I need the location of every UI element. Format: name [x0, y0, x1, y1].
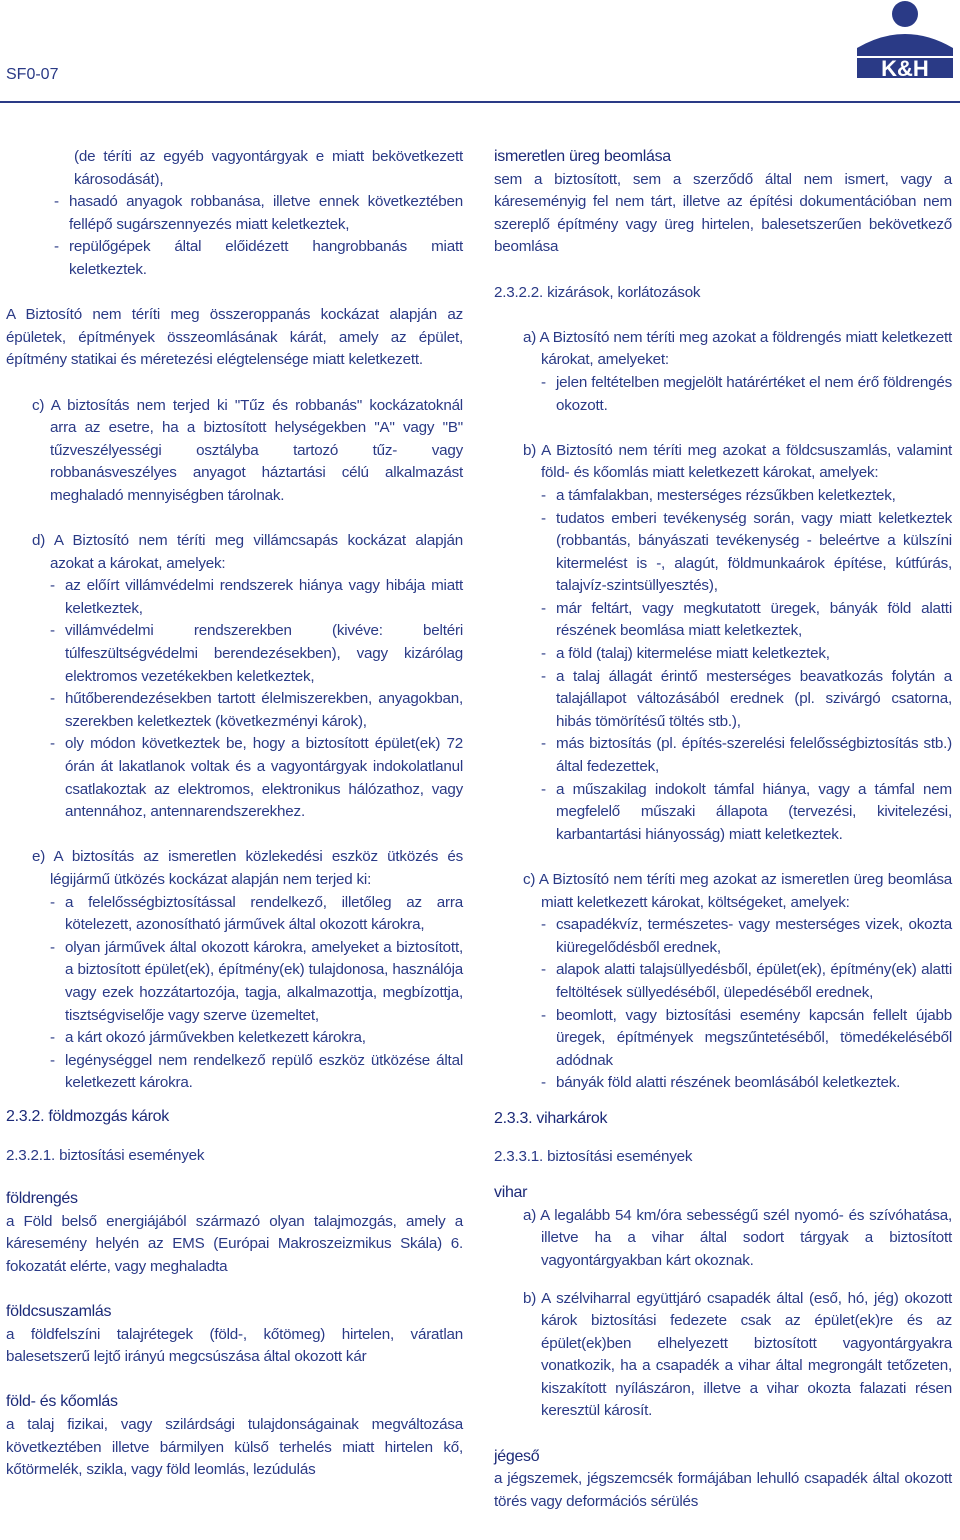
list-item: - az előírt villámvédelmi rendszerek hiánya vagy hibája miatt keletkeztek,: [50, 575, 463, 620]
term-heading: ismeretlen üreg beomlása: [494, 148, 671, 165]
header-rule: [0, 101, 960, 103]
section-heading: 2.3.3. viharkárok: [494, 1109, 608, 1127]
term-heading: jégeső: [494, 1447, 540, 1465]
svg-text:K&H: K&H: [881, 56, 929, 80]
list-item: - beomlott, vagy biztosítási esemény kapcsán fellelt újabb üregek, építmények megszűntetéséből, tömedékeléséből adódnak: [541, 1005, 952, 1073]
list-item: - már feltárt, vagy megkutatott üregek, bányák föld alatti részének beomlása miatt keletkeztek,: [541, 598, 952, 643]
term-definition: a talaj fizikai, vagy szilárdsági tulajdonságainak megváltozása következtében illetve bármilyen külső terhelés miatt hirtelen kő, kőtörmelék, szikla, vagy föld leomlás, lezúdulás: [6, 1416, 463, 1479]
section-heading: 2.3.2. földmozgás károk: [6, 1107, 169, 1125]
term-heading: föld- és kőomlás: [6, 1393, 118, 1411]
list-item: - jelen feltételben megjelölt határértéket el nem érő földrengés okozott.: [541, 372, 952, 417]
term-definition: a jégszemek, jégszemcsék formájában lehulló csapadék által okozott törés vagy deformációs sérülés: [494, 1470, 952, 1510]
document-code: SF0-07: [6, 66, 59, 83]
list-item: - a föld (talaj) kitermelése miatt keletkeztek,: [541, 643, 952, 666]
kh-logo-icon: [855, 0, 955, 80]
list-item: - a felelősségbiztosítással rendelkező, illetőleg az arra kötelezett, azonosítható járművek által okozott károkra,: [50, 892, 463, 937]
list-item: - alapok alatti talajsüllyedésből, épület(ek), építmény(ek) alatti feltöltések süllyedéséből, ülepedéséből erednek,: [541, 959, 952, 1004]
paragraph-b: b) A Biztosító nem téríti meg azokat a földcsuszamlás, valamint föld- és kőomlás miatt keletkezett károkat, amelyek:: [523, 441, 952, 482]
list-item: - olyan járművek által okozott károkra, amelyeket a biztosított, a biztosított épület(ek), építmény(ek) tulajdonosa, használója vagy ezek hozzátartozója, tagja, alkalmazottja, megbízottja, tisztségviselője vagy szerve üzemeltet,: [50, 937, 463, 1027]
list-item: - bányák föld alatti részének beomlásából keletkeztek.: [541, 1072, 952, 1095]
list-item: - oly módon következtek be, hogy a biztosított épület(ek) 72 órán át lakatlanok voltak és a vagyontárgyak indokolatlanul csatlakoztak az elektromos, elektronikus hálózathoz, vagy antennához, antennarendszerekhez.: [50, 733, 463, 823]
list-item: - hűtőberendezésekben tartott élelmiszerekben, anyagokban, szerekben keletkeztek (következményi károk),: [50, 688, 463, 733]
list-item: - más biztosítás (pl. építés-szerelési felelősségbiztosítás stb.) által fedezettek,: [541, 733, 952, 778]
list-item: - a talaj állagát érintő mesterséges beavatkozás folytán a talajállapot változásából erednek (pl. szivárgó csatorna, hibás tömörítésű töltés stb.),: [541, 666, 952, 734]
list-item: - legénységgel nem rendelkező repülő eszköz ütközése által keletkezett károkra.: [50, 1050, 463, 1095]
paragraph-c: c) A biztosítás nem terjed ki "Tűz és robbanás" kockázatoknál arra az esetre, ha a biztosított helységekben "A" vagy "B" tűzveszélyességi osztályba tartozó tűz- vagy robbanásveszélyes anyagot háztartási célú alkalmazást meghaladó mennyiségben tárolnak.: [32, 396, 463, 504]
paragraph: A Biztosító nem téríti meg összeroppanás kockázat alapján az épületek, építmények összeomlásának kárát, amely az épület, építmény statikai és méretezési elégtelensége miatt keletkezett.: [6, 306, 463, 369]
term-heading: földcsuszamlás: [6, 1303, 112, 1321]
list-item: - tudatos emberi tevékenység során, vagy miatt keletkeztek (robbantás, bányászati tevékenység - beleértve a külszíni kitermelést is -, alagút, földmunkaárok építése, kútfúrás, talajvíz-szintsüllyesztés),: [541, 508, 952, 598]
list-item: - hasadó anyagok robbanása, illetve ennek következtében fellépő sugárszennyezés miatt keletkeztek,: [54, 191, 463, 236]
paragraph-d: d) A Biztosító nem téríti meg villámcsapás kockázat alapján azokat a károkat, amelyek:: [32, 532, 463, 572]
subsection-heading: 2.3.2.1. biztosítási események: [6, 1146, 205, 1164]
paragraph-a: a) A Biztosító nem téríti meg azokat a földrengés miatt keletkezett károkat, amelyeket:: [523, 328, 952, 369]
paragraph-vihar-a: a) A legalább 54 km/óra sebességű szél nyomó- és szívóhatása, illetve ha a vihar által sodort tárgyak a biztosított vagyontárgyakban kárt okoznak.: [523, 1206, 952, 1269]
list-item: - villámvédelmi rendszerekben (kivéve: beltéri túlfeszültségvédelmi berendezésekben), vagy kizárólag elektromos vezetékekben keletkeztek,: [50, 620, 463, 688]
term-definition: a földfelszíni talajrétegek (föld-, kőtömeg) hirtelen, váratlan balesetszerű lejtő irányú megcsúszása által okozott kár: [6, 1325, 463, 1366]
list-item: - a támfalakban, mesterséges rézsűkben keletkeztek,: [541, 485, 952, 508]
subsection-heading: 2.3.3.1. biztosítási események: [494, 1147, 693, 1165]
paragraph-e: e) A biztosítás az ismeretlen közlekedési eszköz ütközés és légijármű ütközés kockázat alapján nem terjed ki:: [32, 848, 463, 888]
term-heading: vihar: [494, 1184, 528, 1202]
right-column: [494, 146, 952, 1513]
term-definition: a Föld belső energiájából származó olyan talajmozgás, amely a káresemény helyén az EMS (Európai Makroszeizmikus Skála) 6. fokozatát elérte, vagy meghaladta: [6, 1212, 463, 1275]
subsection-heading: 2.3.2.2. kizárások, korlátozások: [494, 283, 701, 301]
left-column: [6, 146, 463, 1482]
list-item: - a műszakilag indokolt támfal hiánya, vagy a támfal nem megfelelő műszaki állapota (tervezési, kivitelezési, karbantartási hiányosság) miatt keletkeztek.: [541, 779, 952, 847]
paragraph: (de téríti az egyéb vagyontárgyak e miatt bekövetkezett károsodását),: [74, 148, 463, 188]
list-item: - csapadékvíz, természetes- vagy mesterséges vizek, okozta kiüregelődésből erednek,: [541, 914, 952, 959]
term-heading: földrengés: [6, 1190, 78, 1208]
list-item: - a kárt okozó járművekben keletkezett károkra,: [50, 1027, 463, 1050]
continuation-block: [6, 146, 463, 191]
list-item: - repülőgépek által előidézett hangrobbanás miatt keletkeztek.: [54, 236, 463, 281]
paragraph-c-right: c) A Biztosító nem téríti meg azokat az ismeretlen üreg beomlása miatt keletkezett károkat, költségeket, amelyek:: [523, 871, 952, 911]
term-definition: sem a biztosított, sem a szerződő által nem ismert, vagy a káreseményig fel nem tárt, illetve az építési dokumentációban nem szereplő építmény vagy üreg hirtelen, balesetszerűen bekövetkező beomlása: [494, 170, 952, 256]
paragraph-vihar-b: b) A szélviharral együttjáró csapadék által (eső, hó, jég) okozott károk biztosítási fedezete csak az épület(ek)re és az épület(ek)ben elhelyezett biztosított vagyontárgyakra vonatkozik, ha a csapadék a vihar által megrongált tetőzeten, kiszakított nyílászáron, illetve a vihar okozta falazati résen keresztül károsít.: [523, 1289, 952, 1420]
